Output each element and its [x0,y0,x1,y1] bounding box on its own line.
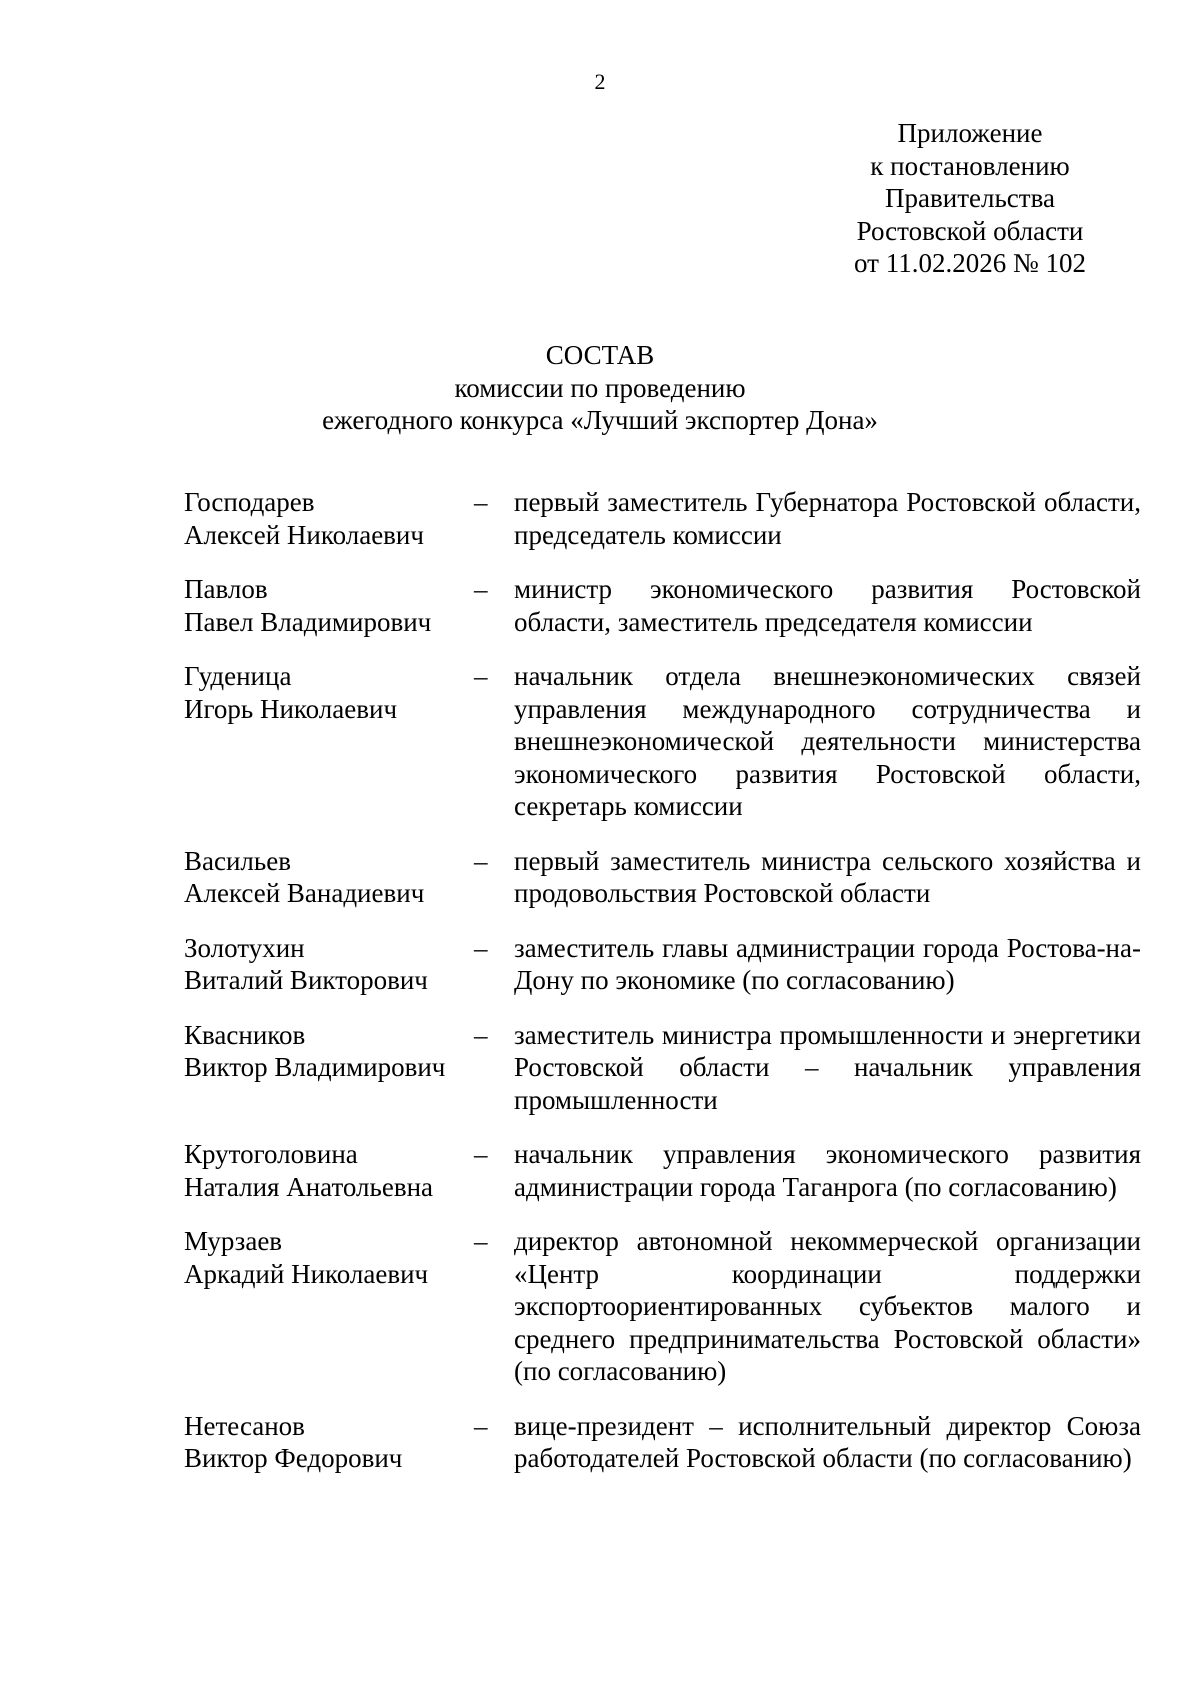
member-position: вице-президент – исполнительный директор Союза работодателей Ростовской области (по согласованию) [514,1410,1141,1473]
member-name [184,845,474,910]
appendix-line: Приложение [897,118,1043,148]
appendix-date-number: от 11.02.2026 № 102 [854,248,1086,278]
dash-separator: – [474,845,488,876]
member-entry [184,1225,1141,1388]
member-surname: Павлов [184,574,268,604]
member-name [184,486,474,551]
member-surname: Квасников [184,1019,306,1050]
member-name [184,1225,474,1290]
dash-separator: – [474,1019,488,1050]
member-surname: Крутоголовина [184,1139,358,1169]
member-entry [184,660,1141,823]
member-surname: Золотухин [184,932,305,963]
dash-separator: – [474,932,488,963]
member-position: заместитель министра промышленности и энергетики Ростовской области – начальник управления промышленности [514,1019,1141,1115]
member-position: начальник отдела внешнеэкономических связей управления международного сотрудничества и внешнеэкономической деятельности министерства экономического развития Ростовской области, секретарь комиссии [514,661,1141,821]
member-position: первый заместитель министра сельского хозяйства и продовольствия Ростовской области [514,845,1141,908]
member-given-names: Виктор Федорович [184,1443,403,1473]
member-entry [184,486,1141,551]
member-given-names: Алексей Ванадиевич [184,878,425,908]
member-entry [184,1138,1141,1203]
member-name [184,660,474,725]
member-position: министр экономического развития Ростовской области, заместитель председателя комиссии [514,574,1141,637]
member-position: первый заместитель Губернатора Ростовской области, председатель комиссии [514,487,1141,550]
page-number: 2 [594,69,606,94]
dash-separator: – [474,487,488,517]
dash-separator: – [474,574,488,604]
member-given-names: Павел Владимирович [184,606,432,637]
member-position: заместитель главы администрации города Ростова-на-Дону по экономике (по согласованию) [514,932,1141,995]
title-line: комиссии по проведению [454,372,746,403]
member-entry [184,845,1141,910]
member-given-names: Аркадий Николаевич [184,1258,429,1289]
member-name [184,1138,474,1203]
title-heading: СОСТАВ [545,340,655,370]
appendix-line: Ростовской области [856,215,1084,246]
member-surname: Нетесанов [184,1410,305,1441]
dash-separator: – [474,1410,488,1441]
member-name [184,1410,474,1475]
member-given-names: Алексей Николаевич [184,519,424,550]
members-list [184,486,1141,1497]
member-surname: Господарев [184,487,315,517]
member-given-names: Виктор Владимирович [184,1052,446,1082]
title-line: ежегодного конкурса «Лучший экспортер Дона» [322,405,878,435]
dash-separator: – [474,1139,488,1169]
member-surname: Гуденица [184,661,292,691]
member-entry [184,573,1141,638]
member-given-names: Игорь Николаевич [184,693,398,724]
member-name [184,932,474,997]
member-name [184,1019,474,1084]
member-surname: Васильев [184,845,291,876]
member-position: директор автономной некоммерческой организации «Центр координации поддержки экспортоориентированных субъектов малого и среднего предпринимательства Ростовской области» (по согласованию) [514,1226,1141,1386]
member-given-names: Наталия Анатольевна [184,1171,433,1202]
member-name [184,573,474,638]
member-entry [184,1410,1141,1475]
member-position: начальник управления экономического развития администрации города Таганрога (по согласованию) [514,1139,1141,1202]
member-entry [184,1019,1141,1117]
dash-separator: – [474,661,488,691]
member-surname: Мурзаев [184,1226,283,1256]
document-title [0,339,1200,437]
dash-separator: – [474,1226,488,1256]
appendix-header [820,117,1120,280]
member-given-names: Виталий Викторович [184,965,428,995]
member-entry [184,932,1141,997]
appendix-line: Правительства [885,183,1055,213]
appendix-line: к постановлению [870,150,1070,181]
